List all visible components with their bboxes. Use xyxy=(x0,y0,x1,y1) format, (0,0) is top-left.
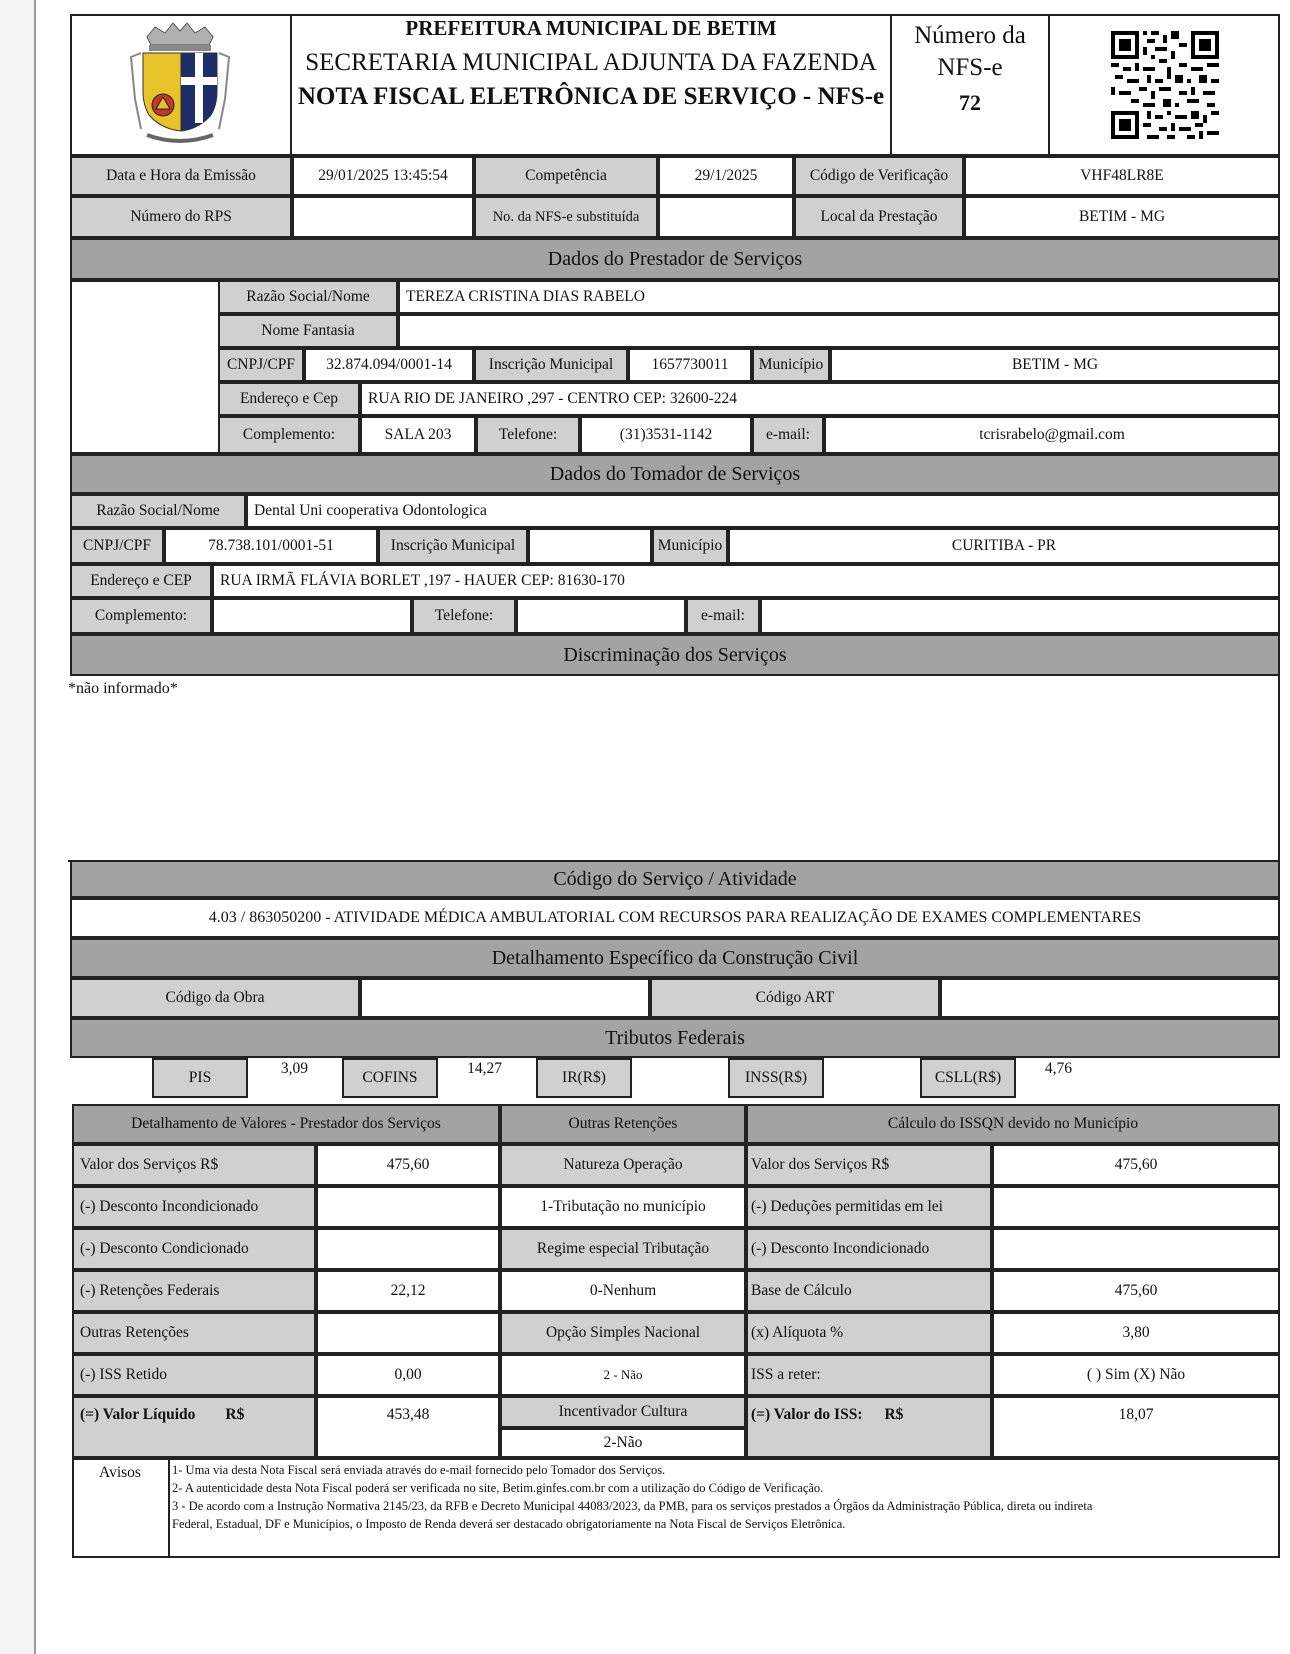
federal-withholdings-value: 22,12 xyxy=(316,1270,500,1312)
culture-incentive-value: 2-Não xyxy=(500,1428,746,1458)
values-col2-title: Outras Retenções xyxy=(500,1104,746,1144)
iss-to-withhold-label: ISS a reter: xyxy=(746,1354,992,1396)
tax-rate-label: (x) Alíquota % xyxy=(746,1312,992,1354)
values-col1-title: Detalhamento de Valores - Prestador dos Serviços xyxy=(72,1104,500,1144)
net-value-currency: R$ xyxy=(225,1406,245,1423)
page-left-margin xyxy=(0,0,36,1654)
service-location-value: BETIM - MG xyxy=(964,196,1280,238)
services-description-text: *não informado* xyxy=(68,680,178,697)
verification-code-value: VHF48LR8E xyxy=(964,156,1280,196)
provider-name-value: TEREZA CRISTINA DIAS RABELO xyxy=(398,280,1280,314)
conditional-discount-value xyxy=(316,1228,500,1270)
customer-phone-value xyxy=(516,598,686,634)
cofins-value: 14,27 xyxy=(467,1060,502,1077)
csll-label: CSLL(R$) xyxy=(920,1058,1016,1098)
customer-email-label: e-mail: xyxy=(686,598,760,634)
provider-cnpj-value: 32.874.094/0001-14 xyxy=(304,348,474,382)
notices-label: Avisos xyxy=(72,1460,170,1556)
iss-withheld-label: (-) ISS Retido xyxy=(72,1354,316,1396)
provider-logo-area xyxy=(70,280,220,454)
provider-city-label: Município xyxy=(752,348,830,382)
tax-regime-label: Regime especial Tributação xyxy=(500,1228,746,1270)
nfse-number-value: 72 xyxy=(959,90,981,115)
customer-municipal-registration-value xyxy=(528,528,652,564)
federal-taxes-title: Tributos Federais xyxy=(70,1018,1280,1058)
customer-address-value: RUA IRMÃ FLÁVIA BORLET ,197 - HAUER CEP: 81630-170 xyxy=(212,564,1280,598)
qr-code[interactable] xyxy=(1050,14,1280,156)
allowed-deductions-label: (-) Deduções permitidas em lei xyxy=(746,1186,992,1228)
unconditional-discount-value xyxy=(316,1186,500,1228)
tax-rate-value: 3,80 xyxy=(992,1312,1280,1354)
iss-value-value: 18,07 xyxy=(992,1396,1280,1458)
net-value-label: (=) Valor Líquido xyxy=(80,1406,196,1423)
notices-text xyxy=(172,1461,1278,1533)
service-location-label: Local da Prestação xyxy=(794,196,964,238)
notice-line-2: 2- A autenticidade desta Nota Fiscal poderá ser verificada no site, Betim.ginfes.com.br com a utilização do Código de Verificação. xyxy=(172,1481,824,1495)
simples-nacional-value: 2 - Não xyxy=(500,1354,746,1396)
notice-line-3: 3 - De acordo com a Instrução Normativa 2145/23, da RFB e Decreto Municipal 44083/2023, da PMB, para os serviços prestados a Órgãos da Administração Pública, direta ou indireta xyxy=(172,1499,1093,1513)
service-value-label: Valor dos Serviços R$ xyxy=(72,1144,316,1186)
customer-complement-label: Complemento: xyxy=(70,598,212,634)
rps-number-label: Número do RPS xyxy=(70,196,292,238)
simples-nacional-label: Opção Simples Nacional xyxy=(500,1312,746,1354)
verification-code-label: Código de Verificação xyxy=(794,156,964,196)
header-line3: NOTA FISCAL ELETRÔNICA DE SERVIÇO - NFS-e xyxy=(297,83,885,110)
calculation-base-value: 475,60 xyxy=(992,1270,1280,1312)
provider-phone-value: (31)3531-1142 xyxy=(580,416,752,454)
federal-withholdings-label: (-) Retenções Federais xyxy=(72,1270,316,1312)
provider-address-value: RUA RIO DE JANEIRO ,297 - CENTRO CEP: 32600-224 xyxy=(360,382,1280,416)
provider-phone-label: Telefone: xyxy=(476,416,580,454)
competence-value: 29/1/2025 xyxy=(658,156,794,196)
conditional-discount-label: (-) Desconto Condicionado xyxy=(72,1228,316,1270)
allowed-deductions-value xyxy=(992,1186,1280,1228)
customer-cnpj-label: CNPJ/CPF xyxy=(70,528,164,564)
other-withholdings-label: Outras Retenções xyxy=(72,1312,316,1354)
net-value-label-cell xyxy=(72,1396,316,1458)
iss-service-value-value: 475,60 xyxy=(992,1144,1280,1186)
replaced-nfse-label: No. da NFS-e substituída xyxy=(474,196,658,238)
emission-datetime-value: 29/01/2025 13:45:54 xyxy=(292,156,474,196)
provider-address-label: Endereço e Cep xyxy=(218,382,360,416)
services-description-title: Discriminação dos Serviços xyxy=(70,634,1280,676)
header-titles xyxy=(292,14,892,156)
art-code-label: Código ART xyxy=(650,978,940,1018)
customer-phone-label: Telefone: xyxy=(412,598,516,634)
inss-value xyxy=(824,1060,920,1096)
service-code-title: Código do Serviço / Atividade xyxy=(70,860,1280,898)
provider-email-label: e-mail: xyxy=(752,416,824,454)
net-value-value: 453,48 xyxy=(316,1396,500,1458)
provider-name-label: Razão Social/Nome xyxy=(218,280,398,314)
work-code-label: Código da Obra xyxy=(70,978,360,1018)
iss-value-currency: R$ xyxy=(884,1406,904,1423)
cofins-label: COFINS xyxy=(342,1058,438,1098)
other-withholdings-value xyxy=(316,1312,500,1354)
competence-label: Competência xyxy=(474,156,658,196)
customer-municipal-registration-label: Inscrição Municipal xyxy=(378,528,528,564)
ir-value xyxy=(632,1060,728,1096)
provider-email-value[interactable]: tcrisrabelo@gmail.com xyxy=(824,416,1280,454)
culture-incentive-label: Incentivador Cultura xyxy=(500,1396,746,1428)
provider-municipal-registration-label: Inscrição Municipal xyxy=(474,348,628,382)
emission-datetime-label: Data e Hora da Emissão xyxy=(70,156,292,196)
header-line1: PREFEITURA MUNICIPAL DE BETIM xyxy=(405,16,777,40)
coat-of-arms xyxy=(70,14,292,156)
notice-line-1: 1- Uma via desta Nota Fiscal será enviada através do e-mail fornecido pelo Tomador dos Serviços. xyxy=(172,1463,666,1477)
customer-complement-value xyxy=(212,598,412,634)
operation-nature-label: Natureza Operação xyxy=(500,1144,746,1186)
coat-of-arms-icon xyxy=(125,19,235,151)
provider-municipal-registration-value: 1657730011 xyxy=(628,348,752,382)
nfse-number-label: Número da NFS-e xyxy=(914,22,1026,81)
iss-unconditional-discount-label: (-) Desconto Incondicionado xyxy=(746,1228,992,1270)
rps-number-value xyxy=(292,196,474,238)
customer-city-value: CURITIBA - PR xyxy=(728,528,1280,564)
provider-trade-name-value xyxy=(398,314,1280,348)
iss-service-value-label: Valor dos Serviços R$ xyxy=(746,1144,992,1186)
iss-unconditional-discount-value xyxy=(992,1228,1280,1270)
operation-nature-value: 1-Tributação no município xyxy=(500,1186,746,1228)
services-description-body xyxy=(68,676,1280,862)
service-code-value: 4.03 / 863050200 - ATIVIDADE MÉDICA AMBULATORIAL COM RECURSOS PARA REALIZAÇÃO DE EXAMES COMPLEMENTARES xyxy=(70,898,1280,938)
provider-trade-name-label: Nome Fantasia xyxy=(218,314,398,348)
unconditional-discount-label: (-) Desconto Incondicionado xyxy=(72,1186,316,1228)
ir-label: IR(R$) xyxy=(536,1058,632,1098)
customer-address-label: Endereço e CEP xyxy=(70,564,212,598)
customer-name-value: Dental Uni cooperativa Odontologica xyxy=(246,494,1280,528)
tax-regime-value: 0-Nenhum xyxy=(500,1270,746,1312)
pis-value: 3,09 xyxy=(280,1060,308,1077)
customer-cnpj-value: 78.738.101/0001-51 xyxy=(164,528,378,564)
customer-name-label: Razão Social/Nome xyxy=(70,494,246,528)
provider-complement-value: SALA 203 xyxy=(360,416,476,454)
customer-email-value xyxy=(760,598,1280,634)
work-code-value xyxy=(360,978,650,1018)
notice-line-4: Federal, Estadual, DF e Municípios, o Imposto de Renda deverá ser destacado obrigatoriamente na Nota Fiscal de Serviços Eletrônica. xyxy=(172,1517,846,1531)
iss-to-withhold-value: ( ) Sim (X) Não xyxy=(992,1354,1280,1396)
values-col3-title: Cálculo do ISSQN devido no Município xyxy=(746,1104,1280,1144)
provider-city-value: BETIM - MG xyxy=(830,348,1280,382)
nfse-number-box xyxy=(892,14,1050,156)
provider-section-title: Dados do Prestador de Serviços xyxy=(70,238,1280,280)
customer-city-label: Município xyxy=(652,528,728,564)
qr-code-icon xyxy=(1111,31,1219,139)
replaced-nfse-value xyxy=(658,196,794,238)
calculation-base-label: Base de Cálculo xyxy=(746,1270,992,1312)
provider-complement-label: Complemento: xyxy=(218,416,360,454)
construction-section-title: Detalhamento Específico da Construção Civil xyxy=(70,938,1280,978)
iss-value-label: (=) Valor do ISS: xyxy=(751,1406,863,1423)
art-code-value xyxy=(940,978,1280,1018)
inss-label: INSS(R$) xyxy=(728,1058,824,1098)
csll-value: 4,76 xyxy=(1044,1060,1072,1077)
service-value-value: 475,60 xyxy=(316,1144,500,1186)
pis-label: PIS xyxy=(152,1058,248,1098)
iss-withheld-value: 0,00 xyxy=(316,1354,500,1396)
customer-section-title: Dados do Tomador de Serviços xyxy=(70,454,1280,494)
header-line2: SECRETARIA MUNICIPAL ADJUNTA DA FAZENDA xyxy=(305,49,877,76)
iss-value-label-cell xyxy=(746,1396,992,1458)
provider-cnpj-label: CNPJ/CPF xyxy=(218,348,304,382)
